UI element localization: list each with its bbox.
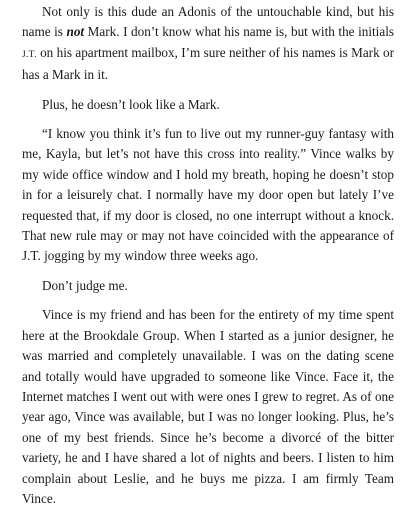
book-page — [22, 2, 394, 509]
paragraph-1-text-a: Not only is this dude an Adonis of the untouchable kind, but his name is — [22, 4, 394, 40]
paragraph-2: Plus, he doesn’t look like a Mark. — [42, 96, 220, 112]
paragraph-1-text-c: on his apartment mailbox, I’m sure neither of his names is Mark or has a Mark in it. — [22, 44, 394, 83]
paragraph-3: “I know you think it’s fun to live out my runner-guy fantasy with me, Kayla, but let’s not have this cross into reality.” Vince walks by my wide office window and I hold my breath, hoping he doesn’t stop in for a leisurely chat. I normally have my door open but lately I’ve requested that, if my door is closed, no one interrupt without a knock. That new rule may or may not have coincided with the appearance of J.T. jogging by my window three weeks ago. — [22, 126, 394, 264]
paragraph-4: Don’t judge me. — [42, 277, 128, 293]
emphasized-word: not — [66, 24, 85, 40]
initials-small-caps: J.T. — [22, 49, 37, 60]
paragraph-1 — [22, 2, 394, 86]
paragraph-5: Vince is my friend and has been for the entirety of my time spent here at the Brookdale Group. When I started as a junior designer, he was married and completely unavailable. I was on the dating scene and totally would have upgraded to someone like Vince. Face it, the Internet matches I went out with were ones I grew to regret. As of one year ago, Vince was available, but I was no longer looking. Plus, he’s one of my best friends. Since he’s become a divorcé of the bitter variety, he and I have shared a lot of nights and beers. I listen to him complain about Leslie, and he buys me pizza. I am firmly Team Vince. — [22, 307, 394, 506]
paragraph-1-text-b: Mark. I don’t know what his name is, but with the initials — [84, 24, 394, 40]
